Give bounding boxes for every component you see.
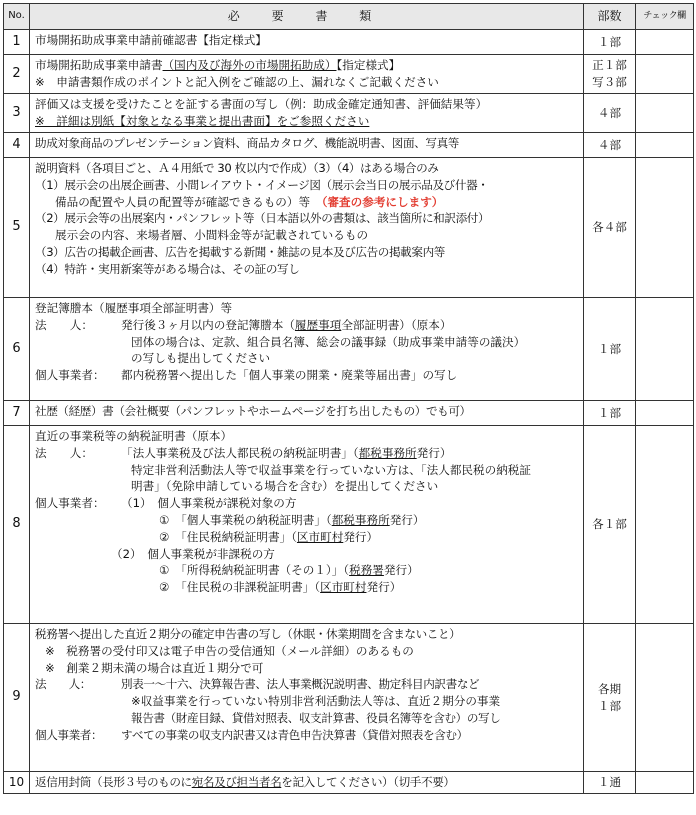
table-row	[4, 624, 694, 772]
row-count: １通	[584, 772, 636, 794]
row-count: ４部	[584, 94, 636, 133]
row-line: ※ 申請書類作成のポイントと記入例をご確認の上、漏れなくご記載ください	[35, 74, 439, 89]
table-row	[4, 158, 694, 298]
check-cell[interactable]	[636, 55, 694, 94]
row-line: 法 人： 発行後３ヶ月以内の登記簿謄本（履歴事項全部証明書）（原本）	[35, 317, 452, 332]
row-line: 特定非営利活動法人等で収益事業を行っていない方は、「法人都民税の納税証	[131, 462, 531, 477]
row-line: 団体の場合は、定款、組合員名簿、総会の議事録（助成事業申請等の議決）	[131, 334, 526, 349]
row-number: 1	[4, 30, 30, 55]
row-content	[30, 133, 584, 158]
row-number: 7	[4, 401, 30, 426]
table-row	[4, 401, 694, 426]
check-cell[interactable]	[636, 401, 694, 426]
row-count: １部	[584, 30, 636, 55]
row-line: （2）展示会等の出展案内・パンフレット等（日本語以外の書類は、該当箇所に和訳添付）	[35, 211, 490, 226]
row-line: （4）特許・実用新案等がある場合は、その証の写し	[35, 261, 300, 276]
row-number: 4	[4, 133, 30, 158]
row-line: 評価又は支援を受けたことを証する書面の写し（例：助成金確定通知書、評価結果等）	[35, 97, 488, 111]
review-note: （審査の参考にします）	[321, 194, 444, 209]
row-line: 登記簿謄本（履歴事項全部証明書）等	[35, 301, 233, 315]
check-cell[interactable]	[636, 30, 694, 55]
row-line: （1）展示会の出展企画書、小間レイアウト・イメージ図（展示会当日の展示品及び什器・	[35, 177, 489, 192]
row-line: 法 人： 「法人事業税及び法人都民税の納税証明書」（都税事務所発行）	[35, 445, 452, 460]
row-content	[30, 158, 584, 298]
required-documents-table	[3, 3, 694, 794]
row-line: 個人事業者： （1） 個人事業税が課税対象の方	[35, 496, 297, 511]
row-line: ① 「個人事業税の納税証明書」（都税事務所発行）	[159, 512, 425, 527]
header-count: 部数	[584, 4, 636, 30]
row-line: 展示会の内容、来場者層、小間料金等が記載されているもの	[55, 228, 369, 243]
row-content	[30, 426, 584, 624]
row-content	[30, 298, 584, 401]
check-cell[interactable]	[636, 158, 694, 298]
row-number: 9	[4, 624, 30, 772]
row-content	[30, 624, 584, 772]
row-line: 個人事業者： すべての事業の収支内訳書又は青色申告決算書（貸借対照表を含む）	[35, 727, 468, 742]
row-count: １部	[584, 298, 636, 401]
row-number: 5	[4, 158, 30, 298]
row-count: 正１部 写３部	[584, 55, 636, 94]
row-line: 社歴（経歴）書（会社概要（パンフレットやホームページを打ち出したもの）でも可）	[35, 404, 471, 418]
row-line: 直近の事業税等の納税証明書（原本）	[35, 429, 233, 443]
check-cell[interactable]	[636, 298, 694, 401]
row-line: 助成対象商品のプレゼンテーション資料、商品カタログ、機能説明書、図面、写真等	[35, 136, 459, 150]
row-line: 市場開拓助成事業申請前確認書【指定様式】	[35, 33, 267, 47]
header-documents: 必 要 書 類	[30, 4, 584, 30]
row-line: ※ 詳細は別紙【対象となる事業と提出書面】をご参照ください	[35, 113, 370, 128]
row-line: 備品の配置や人員の配置等が確認できるもの）等 （審査の参考にします）	[55, 194, 444, 209]
row-line: ② 「住民税納税証明書」（区市町村発行）	[159, 529, 379, 544]
table-row	[4, 772, 694, 794]
row-line: ① 「所得税納税証明書（その１）」（税務署発行）	[159, 563, 419, 578]
row-content	[30, 94, 584, 133]
row-number: 6	[4, 298, 30, 401]
table-row	[4, 30, 694, 55]
row-count: 各期 １部	[584, 624, 636, 772]
row-number: 3	[4, 94, 30, 133]
row-count: 各４部	[584, 158, 636, 298]
table-row	[4, 94, 694, 133]
row-line: 説明資料（各項目ごと、Ａ４用紙で 30 枚以内で作成）（3）（4）はある場合のみ	[35, 161, 439, 175]
row-line: 返信用封筒（長形３号のものに宛名及び担当者名を記入してください）（切手不要）	[35, 775, 455, 789]
header-check: チェック欄	[636, 4, 694, 30]
row-line: ※ 創業２期未満の場合は直近１期分で可	[45, 660, 264, 675]
row-line: の写しも提出してください	[131, 351, 271, 366]
row-line: （2） 個人事業税が非課税の方	[111, 546, 275, 561]
row-line: 法 人： 別表一～十六、決算報告書、法人事業概況説明書、勘定科目内訳書など	[35, 677, 480, 692]
row-count: ４部	[584, 133, 636, 158]
check-cell[interactable]	[636, 772, 694, 794]
row-content	[30, 55, 584, 94]
row-number: 10	[4, 772, 30, 794]
row-line: 市場開拓助成事業申請書（国内及び海外の市場開拓助成）【指定様式】	[35, 58, 401, 72]
row-line: 個人事業者： 都内税務署へ提出した「個人事業の開業・廃業等届出書」の写し	[35, 368, 458, 383]
row-count: １部	[584, 401, 636, 426]
table-row	[4, 133, 694, 158]
check-cell[interactable]	[636, 624, 694, 772]
row-line: （3）広告の掲載企画書、広告を掲載する新聞・雑誌の見本及び広告の掲載案内等	[35, 244, 445, 259]
check-cell[interactable]	[636, 133, 694, 158]
table-row	[4, 426, 694, 624]
table-row	[4, 55, 694, 94]
header-row	[4, 4, 694, 30]
check-cell[interactable]	[636, 426, 694, 624]
check-cell[interactable]	[636, 94, 694, 133]
row-content	[30, 30, 584, 55]
row-line: 明書」（免除申請している場合を含む）を提出してください	[131, 479, 439, 494]
row-line: 税務署へ提出した直近２期分の確定申告書の写し（休眠・休業期間を含まないこと）	[35, 627, 461, 641]
row-line: ② 「住民税の非課税証明書」（区市町村発行）	[159, 580, 402, 595]
row-number: 8	[4, 426, 30, 624]
row-line: 報告書（財産目録、貸借対照表、収支計算書、役員名簿等を含む）の写し	[131, 710, 501, 725]
table-row	[4, 298, 694, 401]
header-no: No.	[4, 4, 30, 30]
row-content	[30, 401, 584, 426]
row-line: ※収益事業を行っていない特別非営利活動法人等は、直近２期分の事業	[131, 694, 501, 709]
row-count: 各１部	[584, 426, 636, 624]
row-line: ※ 税務署の受付印又は電子申告の受信通知（メール詳細）のあるもの	[45, 643, 414, 658]
row-content	[30, 772, 584, 794]
row-number: 2	[4, 55, 30, 94]
